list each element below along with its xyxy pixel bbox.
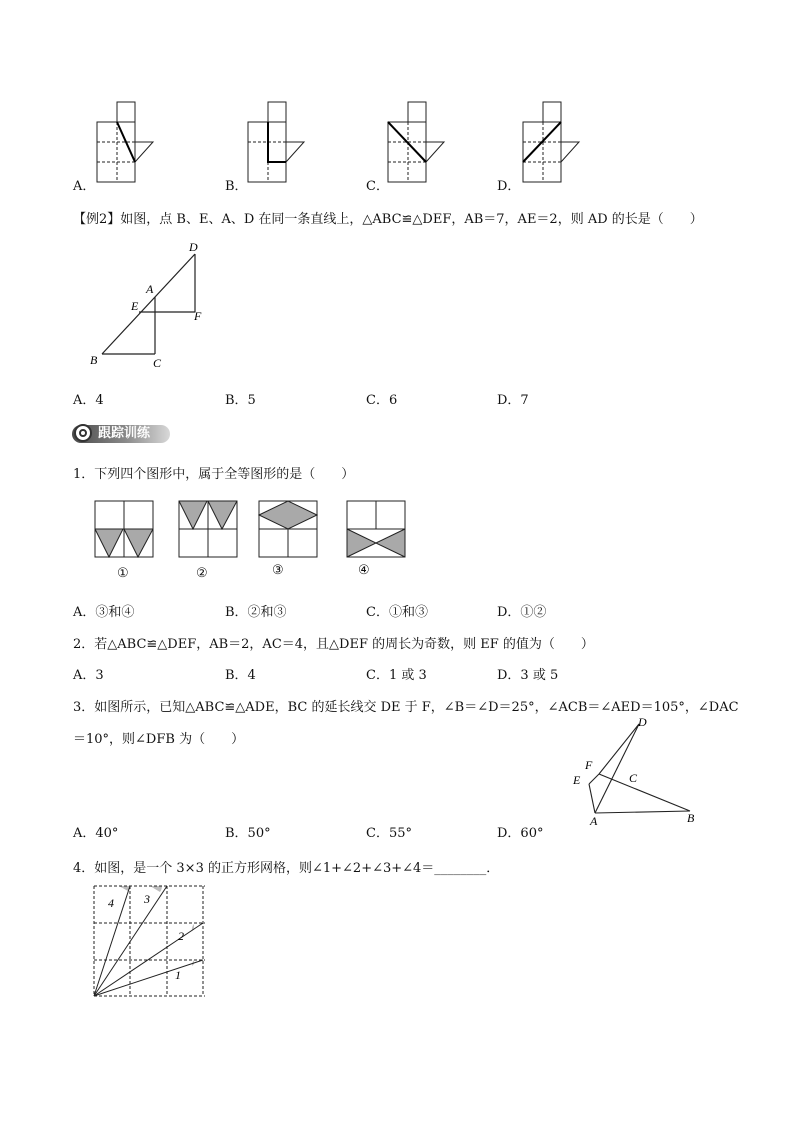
q2-option-d[interactable]: D．3 或 5 [497, 668, 559, 683]
q1-figure-4 [346, 500, 406, 558]
q2-option-a[interactable]: A．3 [73, 668, 104, 683]
q1-caption-3: ③ [272, 563, 284, 578]
q2-option-b[interactable]: B．4 [225, 668, 256, 683]
q1-figure-2 [178, 500, 238, 558]
q3-question-line2: ＝10°，则∠DFB 为（ ） [73, 732, 245, 747]
label-D: D [638, 715, 647, 729]
q1-caption-4: ④ [358, 563, 370, 578]
angle-label-4: 4 [108, 896, 114, 910]
label-F: F [194, 309, 202, 323]
label-F: F [585, 758, 593, 772]
q1-option-a[interactable]: A．③和④ [73, 605, 135, 620]
label-E: E [131, 299, 139, 313]
example2-option-b[interactable]: B．5 [225, 393, 256, 408]
top-option-d[interactable]: D． [497, 179, 521, 194]
example2-option-c[interactable]: C．6 [366, 393, 398, 408]
q3-figure [568, 713, 708, 831]
q3-option-c[interactable]: C．55° [366, 826, 412, 841]
angle-label-3: 3 [144, 892, 150, 906]
angle-label-2: 2 [178, 929, 184, 943]
fold-figure-c [386, 100, 456, 185]
q3-question-line1: 3．如图所示，已知△ABC≌△ADE，BC 的延长线交 DE 于 F，∠B＝∠D＝25°，∠ACB＝∠AED＝105°，∠DAC [73, 700, 739, 715]
label-A: A [146, 282, 154, 296]
q3-option-a[interactable]: A．40° [73, 826, 119, 841]
q1-option-c[interactable]: C．①和③ [366, 605, 428, 620]
label-A: A [590, 814, 598, 828]
q1-caption-1: ① [117, 566, 129, 581]
target-icon [74, 424, 92, 442]
q4-question: 4．如图，是一个 3×3 的正方形网格，则∠1+∠2+∠3+∠4＝________． [73, 861, 500, 876]
q1-option-d[interactable]: D．①② [497, 605, 547, 620]
top-option-c[interactable]: C． [366, 179, 389, 194]
q1-option-b[interactable]: B．②和③ [225, 605, 287, 620]
q3-option-b[interactable]: B．50° [225, 826, 271, 841]
q1-figure-1 [94, 500, 154, 558]
angle-label-1: 1 [175, 968, 181, 982]
top-option-a[interactable]: A． [73, 179, 96, 194]
q1-question: 1．下列四个图形中，属于全等图形的是（ ） [73, 467, 355, 482]
label-B: B [687, 811, 695, 825]
q3-option-d[interactable]: D．60° [497, 826, 544, 841]
label-D: D [189, 240, 198, 254]
q2-option-c[interactable]: C．1 或 3 [366, 668, 427, 683]
fold-figure-a [95, 100, 165, 185]
label-B: B [90, 353, 98, 367]
label-E: E [573, 773, 581, 787]
example2-option-a[interactable]: A．4 [73, 393, 104, 408]
q1-caption-2: ② [196, 566, 208, 581]
q1-figure-3 [258, 500, 318, 558]
label-C: C [153, 356, 162, 370]
fold-figure-d [521, 100, 591, 185]
fold-figure-b [246, 100, 316, 185]
q2-question: 2．若△ABC≌△DEF，AB＝2，AC＝4，且△DEF 的周长为奇数，则 EF 的值为（ ） [73, 637, 594, 652]
example2-option-d[interactable]: D．7 [497, 393, 529, 408]
example2-question: 【例2】如图，点 B、E、A、D 在同一条直线上，△ABC≌△DEF，AB＝7，AE＝2，则 AD 的长是（ ） [73, 212, 703, 227]
q4-grid-figure [90, 883, 212, 1001]
example2-figure [85, 238, 215, 373]
label-C: C [629, 771, 638, 785]
top-option-b[interactable]: B． [225, 179, 248, 194]
section-badge-label: 跟踪训练 [98, 426, 151, 441]
